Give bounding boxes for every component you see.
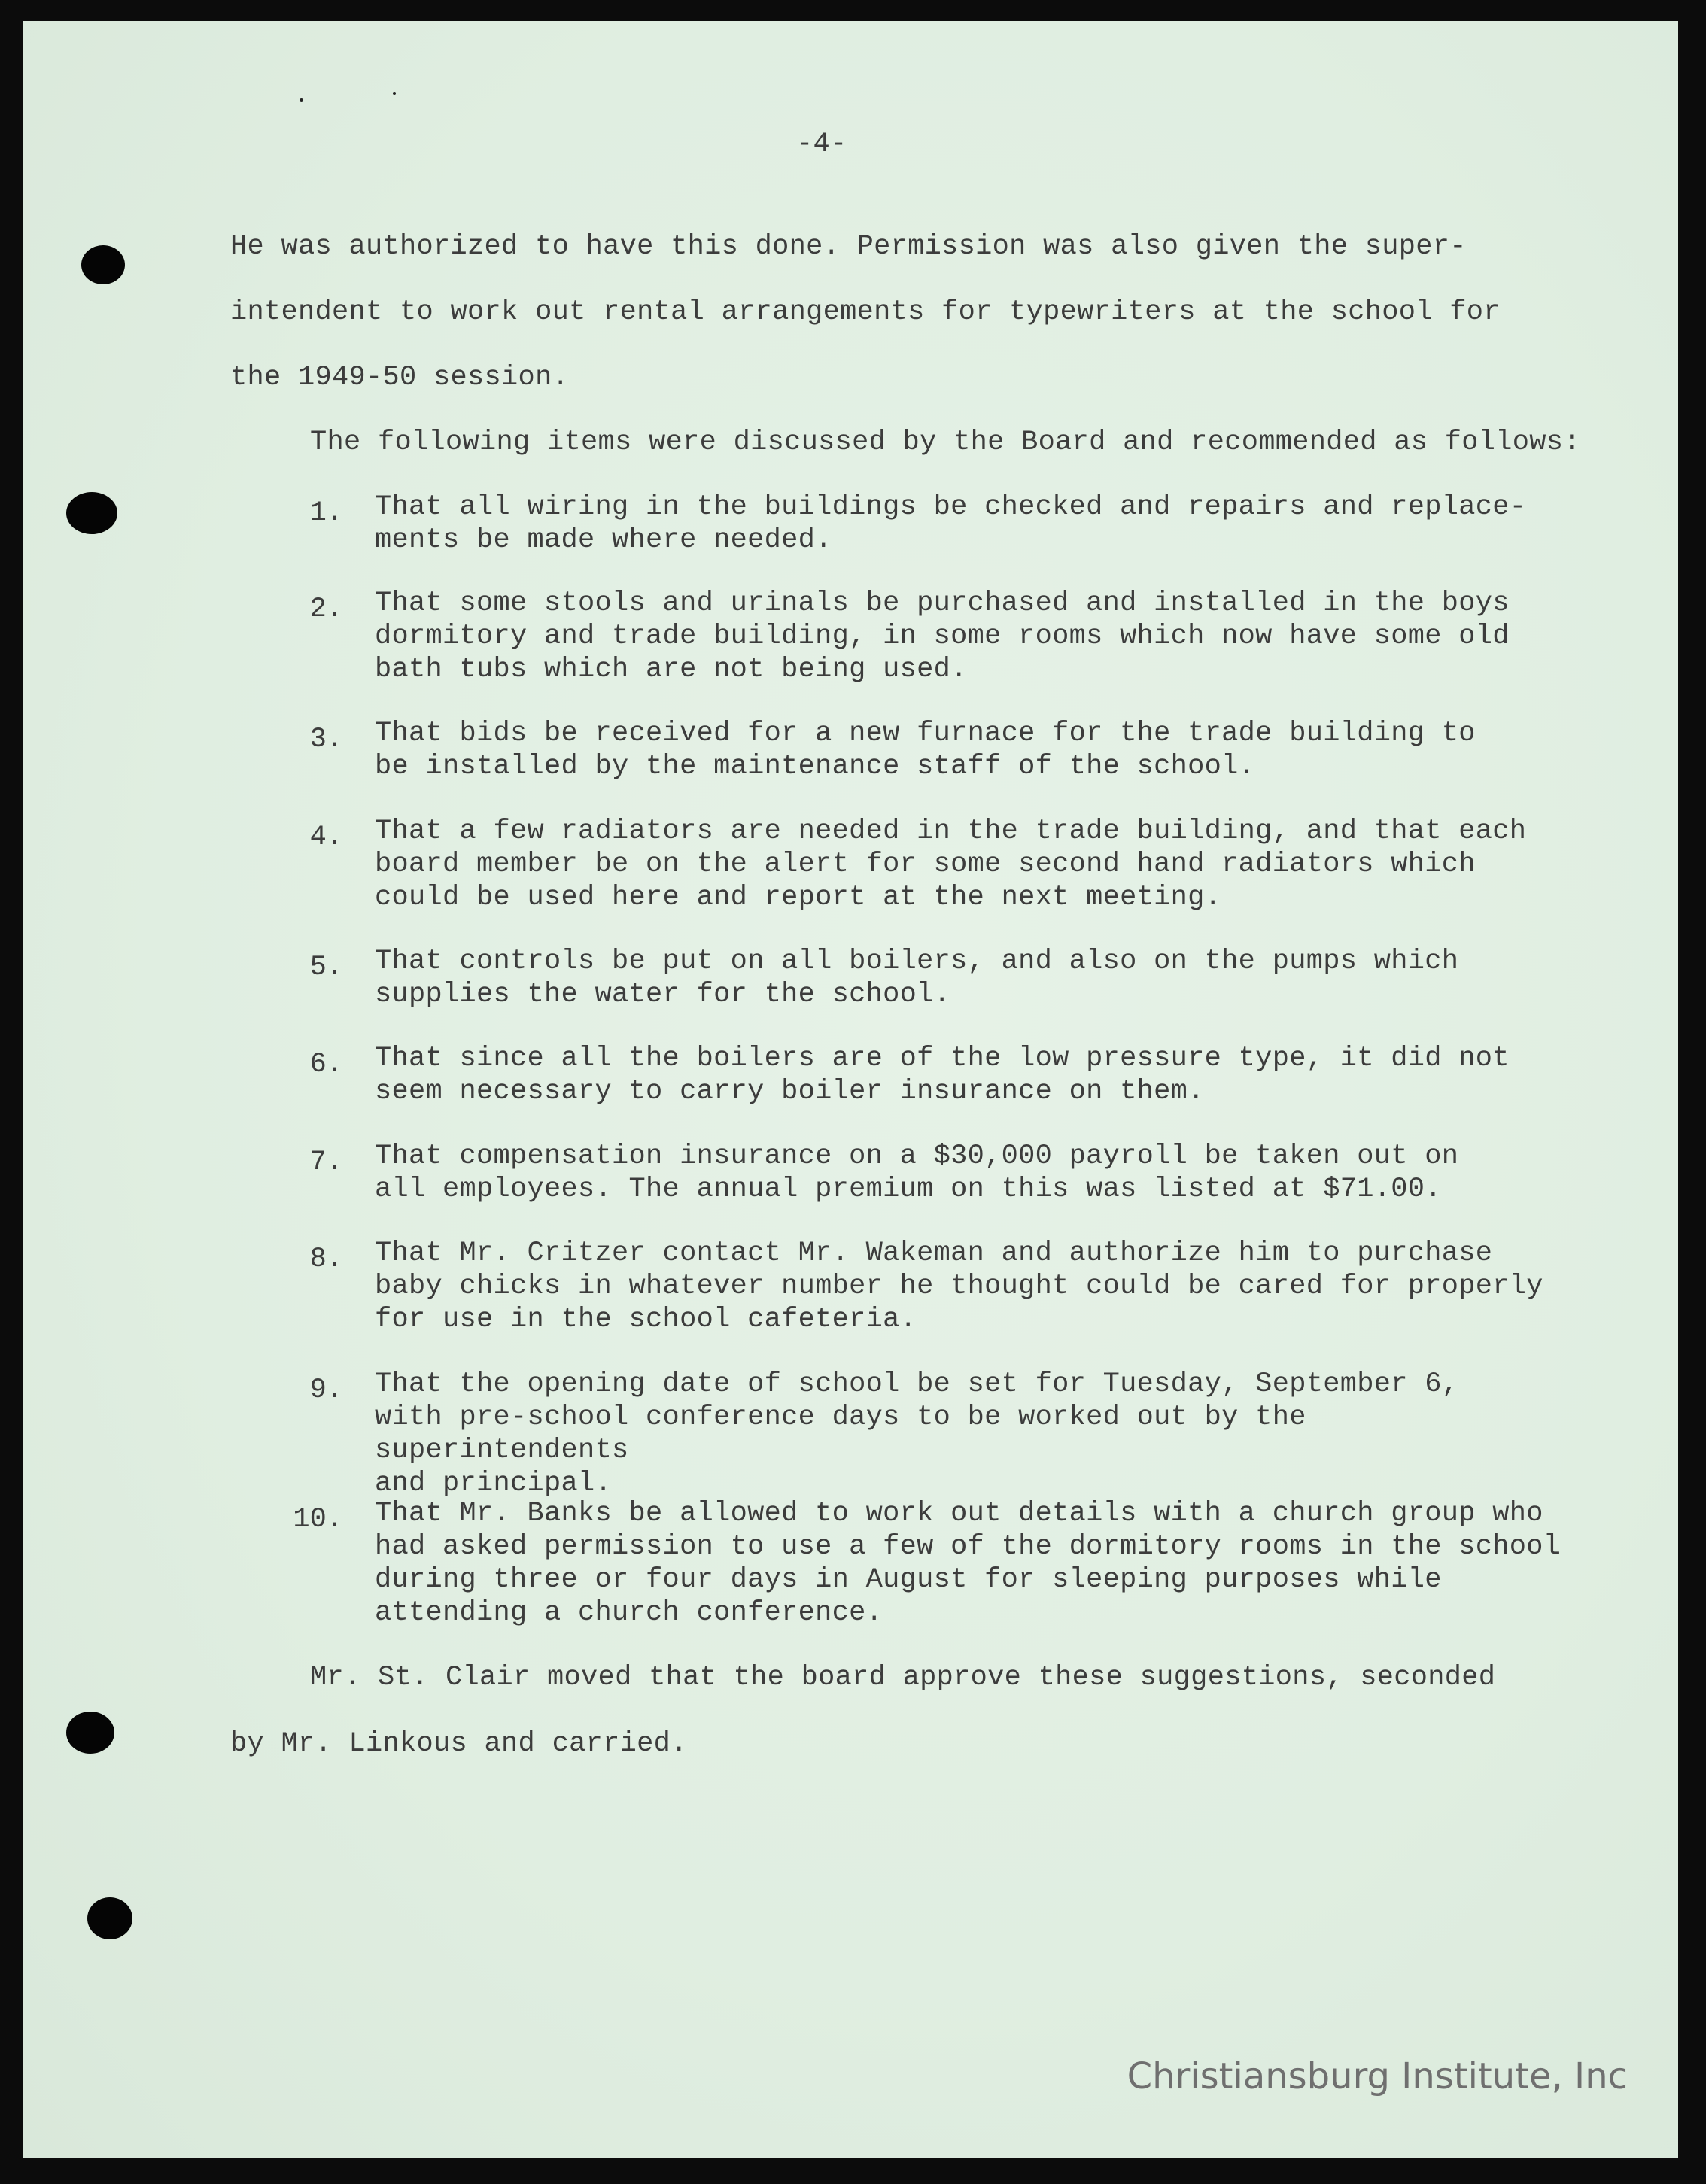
item-text: That controls be put on all boilers, and also on the pumps which supplies the water for the school. bbox=[375, 946, 1459, 1010]
intro-line: intendent to work out rental arrangements for typewriters at the school for bbox=[230, 296, 1501, 328]
item-number: 10. bbox=[293, 1504, 343, 1535]
punch-hole-4 bbox=[87, 1897, 132, 1939]
item-number: 8. bbox=[309, 1244, 343, 1275]
paper-speck bbox=[300, 98, 303, 102]
item-text: That compensation insurance on a $30,000 payroll be taken out on all employees. The annual premium on this was listed at $71.00. bbox=[375, 1141, 1459, 1205]
closing-line: Mr. St. Clair moved that the board approve these suggestions, seconded bbox=[310, 1662, 1496, 1693]
item-number: 5. bbox=[309, 952, 343, 983]
item-number: 9. bbox=[309, 1374, 343, 1406]
item-number: 4. bbox=[309, 822, 343, 853]
punch-hole-3 bbox=[66, 1712, 114, 1754]
item-text: That the opening date of school be set for Tuesday, September 6, with pre-school conference days to be worked out by the superintendents and principal. bbox=[375, 1368, 1459, 1499]
punch-hole-2 bbox=[66, 492, 117, 534]
item-text: That Mr. Banks be allowed to work out details with a church group who had asked permission to use a few of the dormitory rooms in the school during three or four days in August for sleeping purposes while attending a church conference. bbox=[375, 1498, 1561, 1629]
item-number: 1. bbox=[309, 497, 343, 529]
page-number: -4- bbox=[796, 129, 847, 160]
item-number: 6. bbox=[309, 1049, 343, 1080]
punch-hole-1 bbox=[81, 245, 125, 284]
item-text: That a few radiators are needed in the trade building, and that each board member be on the alert for some second hand radiators which could be used here and report at the next meeting. bbox=[375, 816, 1527, 913]
archive-watermark: Christiansburg Institute, Inc bbox=[1127, 2055, 1628, 2097]
item-text: That all wiring in the buildings be checked and repairs and replace- ments be made where needed. bbox=[375, 491, 1527, 556]
item-text: That bids be received for a new furnace for the trade building to be installed by the maintenance staff of the school. bbox=[375, 718, 1476, 782]
item-text: That Mr. Critzer contact Mr. Wakeman and authorize him to purchase baby chicks in whatever number he thought could be cared for properly for use in the school cafeteria. bbox=[375, 1238, 1543, 1335]
item-text: That some stools and urinals be purchased and installed in the boys dormitory and trade building, in some rooms which now have some old bath tubs which are not being used. bbox=[375, 588, 1510, 685]
item-number: 3. bbox=[309, 724, 343, 755]
item-number: 7. bbox=[309, 1147, 343, 1178]
item-number: 2. bbox=[309, 594, 343, 625]
closing-line: by Mr. Linkous and carried. bbox=[230, 1728, 688, 1760]
intro-line: He was authorized to have this done. Permission was also given the super- bbox=[230, 231, 1467, 263]
item-text: That since all the boilers are of the low pressure type, it did not seem necessary to carry boiler insurance on them. bbox=[375, 1043, 1510, 1107]
paper-speck bbox=[393, 92, 396, 95]
intro-line: the 1949-50 session. bbox=[230, 362, 570, 393]
lead-in-sentence: The following items were discussed by the Board and recommended as follows: bbox=[310, 427, 1580, 458]
